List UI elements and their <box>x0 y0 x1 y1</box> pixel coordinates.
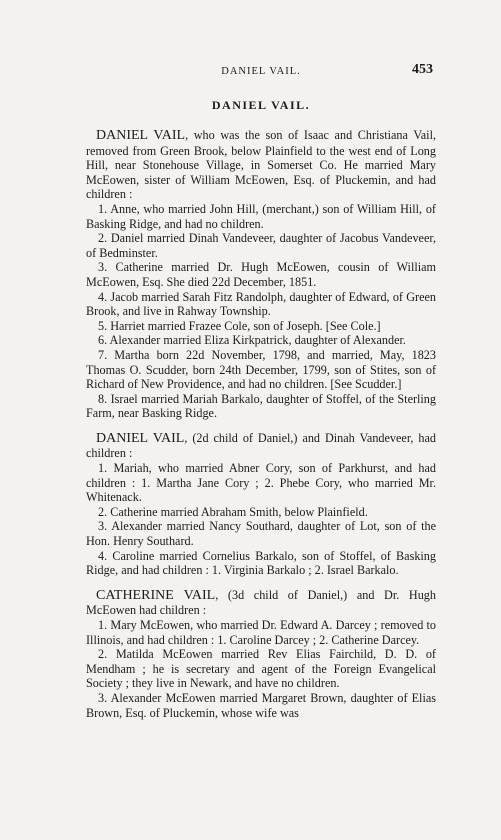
paragraph: 1. Mariah, who married Abner Cory, son of Parkhurst, and had children : 1. Martha Jane Cory ; 2. Phebe Cory, who married Mr. Whitenack. <box>86 461 436 505</box>
paragraph: 4. Caroline married Cornelius Barkalo, son of Stoffel, of Basking Ridge, and had children : 1. Virginia Barkalo ; 2. Israel Barkalo. <box>86 548 436 578</box>
page-number: 453 <box>412 62 433 77</box>
paragraph-lead: DANIEL VAIL <box>96 430 185 446</box>
paragraph: 8. Israel married Mariah Barkalo, daughter of Stoffel, of the Sterling Farm, near Basking Ridge. <box>86 391 436 421</box>
paragraph-lead: DANIEL VAIL <box>96 128 186 143</box>
paragraph <box>86 128 436 202</box>
paragraph: 6. Alexander married Eliza Kirkpatrick, daughter of Alexander. <box>98 333 406 348</box>
paragraph: 3. Catherine married Dr. Hugh McEowen, cousin of William McEowen, Esq. She died 22d December, 1851. <box>86 260 436 289</box>
paragraph: 5. Harriet married Frazee Cole, son of Joseph. [See Cole.] <box>98 318 381 333</box>
paragraph: 4. Jacob married Sarah Fitz Randolph, daughter of Edward, of Green Brook, and live in Rahway Township. <box>86 289 436 319</box>
running-head: DANIEL VAIL. <box>221 66 301 77</box>
paragraph: 7. Martha born 22d November, 1798, and married, May, 1823 Thomas O. Scudder, born 24th December, 1799, son of Stites, son of Richard of New Providence, and had no children. [See Scudder.] <box>86 347 436 392</box>
paragraph: 2. Catherine married Abraham Smith, below Plainfield. <box>98 504 368 519</box>
paragraph-lead: CATHERINE VAIL <box>96 587 216 603</box>
paragraph <box>86 588 436 618</box>
paragraph: 2. Matilda McEowen married Rev Elias Fairchild, D. D. of Mendham ; he is secretary and agent of the Foreign Evangelical Society ; they live in Newark, and have no children. <box>86 647 436 691</box>
paragraph-text: , who was the son of Isaac and Christiana Vail, removed from Green Brook, below Plainfield to the west end of Long Hill, near Stonehouse Village, in Somerset Co. He married Mary McEowen, sister of William McEowen, Esq. of Pluckemin, and had children : <box>86 128 436 202</box>
paragraph: 3. Alexander McEowen married Margaret Brown, daughter of Elias Brown, Esq. of Pluckemin, whose wife was <box>86 690 436 720</box>
paragraph-text: , (3d child of Daniel,) and Dr. Hugh McEowen had children : <box>86 587 436 618</box>
paragraph: 1. Mary McEowen, who married Dr. Edward A. Darcey ; removed to Illinois, and had children : 1. Caroline Darcey ; 2. Catherine Darcey. <box>86 618 436 647</box>
paragraph: 2. Daniel married Dinah Vandeveer, daughter of Jacobus Vandeveer, of Bedminster. <box>86 231 436 260</box>
paragraph-text: , (2d child of Daniel,) and Dinah Vandeveer, had children : <box>86 430 436 461</box>
paragraph: 3. Alexander married Nancy Southard, daughter of Lot, son of the Hon. Henry Southard. <box>86 519 436 549</box>
body-text <box>86 128 436 720</box>
paragraph: 1. Anne, who married John Hill, (merchant,) son of William Hill, of Basking Ridge, and had no children. <box>86 201 436 231</box>
section-title: DANIEL VAIL. <box>211 98 311 112</box>
paragraph <box>86 431 436 461</box>
